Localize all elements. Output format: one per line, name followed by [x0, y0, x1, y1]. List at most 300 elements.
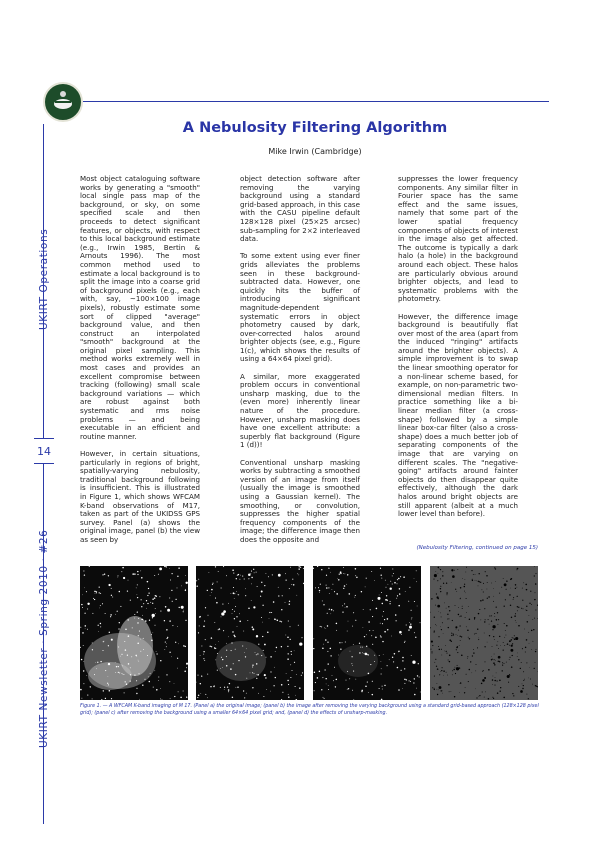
star-dot — [248, 607, 250, 609]
star-dot — [464, 584, 465, 585]
star-dot — [100, 605, 101, 606]
star-dot — [438, 646, 439, 647]
paragraph: suppresses the lower frequency components. Any similar filter in Fourier space has the same effect and the same issues, namely that some part of the lower spatial frequency components of objects of interest in the image also get affected. The outcome is typically a dark halo (a hole) in the background around each object. These halos are particularly obvious around brighter objects, and lead to systematic problems with the photometry. — [398, 174, 518, 304]
star-dot — [276, 619, 277, 620]
star-dot — [409, 622, 410, 623]
star-dot — [96, 593, 97, 594]
star-dot — [142, 619, 143, 620]
star-dot — [170, 580, 171, 581]
star-dot — [467, 656, 468, 657]
star-dot — [479, 581, 480, 582]
star-dot — [528, 632, 529, 633]
star-dot — [359, 643, 360, 644]
star-dot — [483, 583, 484, 584]
star-dot — [100, 623, 101, 624]
star-dot — [239, 579, 240, 580]
star-dot — [314, 690, 315, 691]
star-dot — [181, 606, 184, 609]
star-dot — [290, 664, 291, 665]
star-dot — [115, 672, 116, 673]
star-dot — [265, 573, 266, 574]
star-dot — [443, 583, 444, 584]
star-dot — [449, 610, 450, 611]
star-dot — [175, 642, 176, 643]
star-dot — [516, 622, 517, 623]
star-dot — [152, 603, 153, 604]
star-dot — [218, 641, 219, 642]
star-dot — [436, 625, 437, 626]
star-dot — [221, 657, 222, 658]
star-dot — [434, 689, 435, 690]
star-dot — [169, 652, 170, 653]
star-dot — [337, 579, 338, 580]
star-dot — [491, 659, 492, 660]
star-dot — [257, 653, 258, 654]
star-dot — [441, 655, 442, 656]
star-dot — [493, 636, 494, 637]
star-dot — [174, 683, 175, 684]
star-dot — [220, 687, 221, 688]
star-dot — [293, 584, 294, 585]
star-dot — [465, 687, 466, 688]
star-dot — [82, 594, 83, 595]
star-dot — [119, 672, 120, 673]
star-dot — [521, 608, 522, 609]
star-dot — [87, 695, 88, 696]
star-dot — [251, 571, 252, 572]
star-dot — [482, 679, 485, 682]
star-dot — [258, 644, 259, 645]
star-dot — [493, 601, 494, 602]
star-dot — [317, 566, 318, 567]
star-dot — [252, 665, 253, 666]
star-dot — [390, 601, 391, 602]
star-dot — [509, 640, 511, 642]
star-dot — [434, 688, 435, 689]
star-dot — [496, 645, 497, 646]
star-dot — [389, 603, 390, 604]
star-dot — [242, 576, 243, 577]
header-rule — [83, 101, 549, 102]
star-dot — [440, 671, 441, 672]
star-dot — [460, 598, 461, 599]
star-dot — [177, 576, 178, 577]
star-dot — [537, 605, 538, 606]
star-dot — [181, 586, 182, 587]
star-dot — [460, 682, 461, 683]
star-dot — [160, 698, 161, 699]
star-dot — [441, 616, 442, 617]
star-dot — [125, 629, 127, 631]
star-dot — [444, 603, 445, 604]
star-dot — [448, 618, 449, 619]
star-dot — [128, 663, 130, 665]
star-dot — [224, 689, 225, 690]
star-dot — [136, 693, 137, 694]
star-dot — [360, 647, 361, 648]
star-dot — [459, 625, 460, 626]
star-dot — [494, 685, 495, 686]
star-dot — [136, 656, 137, 657]
article-author: Mike Irwin (Cambridge) — [268, 147, 362, 156]
star-dot — [536, 685, 537, 686]
star-dot — [127, 655, 128, 656]
star-dot — [142, 684, 143, 685]
star-dot — [526, 610, 527, 611]
star-dot — [449, 655, 451, 657]
star-dot — [494, 654, 495, 655]
star-dot — [256, 636, 257, 637]
star-dot — [509, 645, 510, 646]
star-dot — [492, 625, 495, 628]
star-dot — [164, 649, 165, 650]
star-dot — [330, 613, 331, 614]
star-dot — [368, 692, 369, 693]
star-dot — [252, 628, 254, 630]
star-dot — [229, 683, 230, 684]
star-dot — [449, 661, 450, 662]
star-dot — [80, 627, 81, 628]
star-dot — [228, 689, 230, 691]
star-dot — [349, 678, 350, 679]
star-dot — [231, 593, 232, 594]
star-dot — [246, 678, 247, 679]
star-dot — [522, 648, 523, 649]
star-dot — [456, 591, 457, 592]
star-dot — [438, 573, 439, 574]
star-dot — [298, 575, 299, 576]
star-dot — [372, 616, 373, 617]
star-dot — [363, 609, 364, 610]
star-dot — [252, 672, 253, 673]
star-dot — [475, 689, 476, 690]
star-dot — [520, 668, 521, 669]
star-dot — [534, 618, 535, 619]
star-dot — [121, 571, 122, 572]
star-dot — [144, 679, 145, 680]
star-dot — [363, 627, 364, 628]
star-dot — [509, 657, 510, 658]
star-dot — [344, 603, 345, 604]
star-dot — [446, 583, 447, 584]
star-dot — [356, 620, 357, 621]
star-dot — [485, 692, 486, 693]
star-dot — [99, 586, 100, 587]
star-dot — [386, 599, 387, 600]
star-dot — [290, 626, 291, 627]
star-dot — [434, 662, 435, 663]
star-dot — [285, 573, 286, 574]
star-dot — [494, 567, 495, 568]
star-dot — [447, 614, 448, 615]
star-dot — [487, 598, 488, 599]
star-dot — [413, 682, 414, 683]
star-dot — [485, 619, 486, 620]
star-dot — [418, 663, 419, 664]
star-dot — [298, 625, 299, 626]
star-dot — [470, 661, 471, 662]
star-dot — [374, 655, 375, 656]
star-dot — [327, 625, 328, 626]
star-dot — [272, 574, 273, 575]
star-dot — [81, 659, 83, 661]
star-dot — [522, 688, 523, 689]
star-dot — [401, 634, 402, 635]
star-dot — [446, 651, 447, 652]
star-dot — [205, 607, 206, 608]
star-dot — [296, 595, 297, 596]
star-dot — [292, 670, 293, 671]
star-dot — [434, 617, 435, 618]
star-dot — [108, 584, 110, 586]
star-dot — [252, 687, 253, 688]
star-dot — [377, 597, 380, 600]
star-dot — [451, 633, 452, 634]
star-dot — [416, 570, 417, 571]
star-dot — [251, 600, 252, 601]
star-dot — [320, 626, 321, 627]
star-dot — [219, 628, 220, 629]
star-dot — [496, 619, 498, 621]
star-dot — [497, 641, 498, 642]
star-dot — [368, 621, 370, 623]
star-dot — [247, 620, 248, 621]
star-dot — [537, 618, 538, 619]
star-dot — [149, 620, 150, 621]
star-dot — [165, 606, 167, 608]
star-dot — [480, 600, 482, 602]
star-dot — [185, 646, 186, 647]
star-dot — [494, 639, 495, 640]
star-dot — [402, 657, 404, 659]
star-dot — [203, 651, 204, 652]
star-dot — [487, 642, 488, 643]
star-dot — [389, 587, 391, 589]
star-dot — [122, 673, 123, 674]
star-dot — [80, 689, 82, 691]
star-dot — [473, 574, 474, 575]
star-dot — [491, 620, 492, 621]
star-dot — [467, 658, 468, 659]
star-dot — [494, 616, 495, 617]
star-dot — [245, 595, 246, 596]
star-dot — [232, 631, 233, 632]
star-dot — [200, 683, 201, 684]
star-dot — [121, 654, 122, 655]
star-dot — [148, 676, 149, 677]
star-dot — [118, 666, 119, 667]
star-dot — [404, 642, 405, 643]
star-dot — [473, 649, 474, 650]
star-dot — [350, 651, 351, 652]
star-dot — [403, 576, 405, 578]
star-dot — [297, 573, 298, 574]
star-dot — [353, 612, 354, 613]
star-dot — [226, 643, 227, 644]
star-dot — [483, 591, 484, 592]
star-dot — [478, 638, 479, 639]
star-dot — [453, 634, 454, 635]
star-dot — [198, 579, 199, 580]
star-dot — [493, 596, 494, 597]
star-dot — [441, 670, 442, 671]
star-dot — [506, 580, 507, 581]
star-dot — [468, 681, 469, 682]
star-dot — [269, 618, 270, 619]
star-dot — [525, 652, 526, 653]
star-dot — [451, 569, 453, 571]
star-dot — [532, 619, 533, 620]
star-dot — [162, 699, 163, 700]
star-dot — [136, 588, 137, 589]
star-dot — [495, 581, 496, 582]
star-dot — [484, 697, 485, 698]
star-dot — [437, 689, 438, 690]
star-dot — [451, 635, 452, 636]
star-dot — [440, 586, 441, 587]
star-dot — [436, 593, 437, 594]
star-dot — [505, 635, 506, 636]
star-dot — [506, 589, 507, 590]
star-dot — [237, 687, 238, 688]
star-dot — [524, 629, 525, 630]
star-dot — [118, 628, 119, 629]
star-dot — [513, 638, 514, 639]
star-dot — [234, 598, 235, 599]
star-dot — [345, 642, 346, 643]
star-dot — [488, 669, 490, 671]
star-dot — [474, 634, 475, 635]
star-dot — [456, 629, 457, 630]
star-dot — [294, 662, 295, 663]
newsletter-label: UKIRT Newsletter · Spring 2010 · #26 — [38, 530, 50, 749]
star-dot — [517, 606, 518, 607]
star-dot — [218, 629, 219, 630]
star-dot — [82, 632, 84, 634]
star-dot — [526, 662, 527, 663]
star-dot — [502, 670, 503, 671]
star-dot — [138, 618, 139, 619]
star-dot — [430, 612, 431, 613]
star-dot — [376, 608, 378, 610]
star-dot — [396, 598, 397, 599]
star-dot — [231, 642, 232, 643]
star-dot — [453, 669, 454, 670]
star-dot — [245, 588, 246, 589]
star-dot — [451, 641, 452, 642]
star-dot — [143, 649, 144, 650]
star-dot — [103, 690, 104, 691]
star-dot — [466, 567, 467, 568]
star-dot — [289, 603, 290, 604]
star-dot — [394, 582, 396, 584]
star-dot — [185, 620, 186, 621]
star-dot — [513, 695, 514, 696]
star-dot — [198, 632, 199, 633]
star-dot — [411, 617, 412, 618]
star-dot — [347, 689, 348, 690]
star-dot — [85, 625, 87, 627]
star-dot — [420, 692, 421, 693]
star-dot — [440, 591, 441, 592]
star-dot — [109, 632, 110, 633]
star-dot — [402, 688, 403, 689]
star-dot — [439, 649, 441, 651]
star-dot — [246, 693, 247, 694]
star-dot — [498, 648, 499, 649]
star-dot — [159, 596, 160, 597]
star-dot — [498, 656, 501, 659]
star-dot — [443, 633, 444, 634]
star-dot — [381, 699, 383, 700]
star-dot — [478, 613, 479, 614]
star-dot — [526, 639, 528, 641]
star-dot — [333, 680, 334, 681]
star-dot — [235, 649, 236, 650]
star-dot — [233, 573, 234, 574]
star-dot — [155, 595, 156, 596]
star-dot — [511, 578, 512, 579]
star-dot — [278, 595, 279, 596]
star-dot — [244, 697, 245, 698]
star-dot — [437, 596, 439, 598]
star-dot — [120, 656, 121, 657]
star-dot — [370, 609, 371, 610]
star-dot — [166, 566, 167, 567]
star-dot — [288, 653, 289, 654]
star-dot — [352, 626, 353, 627]
star-dot — [451, 582, 452, 583]
star-dot — [287, 680, 288, 681]
star-dot — [462, 608, 463, 609]
star-dot — [379, 655, 380, 656]
star-dot — [278, 574, 281, 577]
star-dot — [390, 581, 391, 582]
star-dot — [448, 660, 449, 661]
text-column-1 — [80, 175, 200, 553]
star-dot — [482, 691, 483, 692]
star-dot — [379, 688, 380, 689]
star-dot — [141, 606, 142, 607]
star-dot — [404, 668, 405, 669]
star-dot — [329, 609, 330, 610]
star-dot — [398, 651, 399, 652]
star-dot — [288, 696, 289, 697]
star-dot — [514, 638, 516, 640]
star-dot — [381, 575, 382, 576]
star-dot — [364, 653, 365, 654]
star-dot — [497, 612, 498, 613]
figure-caption: Figure 1. — A WFCAM K-band imaging of M 17. (Panel a) the original image; (panel b) the image after removing the varying background using a standard grid-based approach (128×128 pixel grid); (panel c) after removing the background using a smaller 64×64 pixel grid; and, (panel d) the effects of unsharp-masking. — [80, 704, 539, 716]
star-dot — [434, 630, 435, 631]
star-dot — [459, 616, 460, 617]
star-dot — [221, 587, 222, 588]
star-dot — [155, 608, 156, 609]
star-dot — [196, 585, 197, 586]
star-dot — [84, 613, 85, 614]
star-dot — [398, 578, 400, 580]
star-dot — [355, 568, 357, 570]
star-dot — [148, 588, 149, 589]
star-dot — [494, 680, 496, 682]
star-dot — [414, 678, 415, 679]
star-dot — [240, 575, 241, 576]
star-dot — [265, 677, 266, 678]
star-dot — [124, 692, 125, 693]
star-dot — [326, 585, 327, 586]
star-dot — [432, 687, 433, 688]
star-dot — [270, 656, 271, 657]
